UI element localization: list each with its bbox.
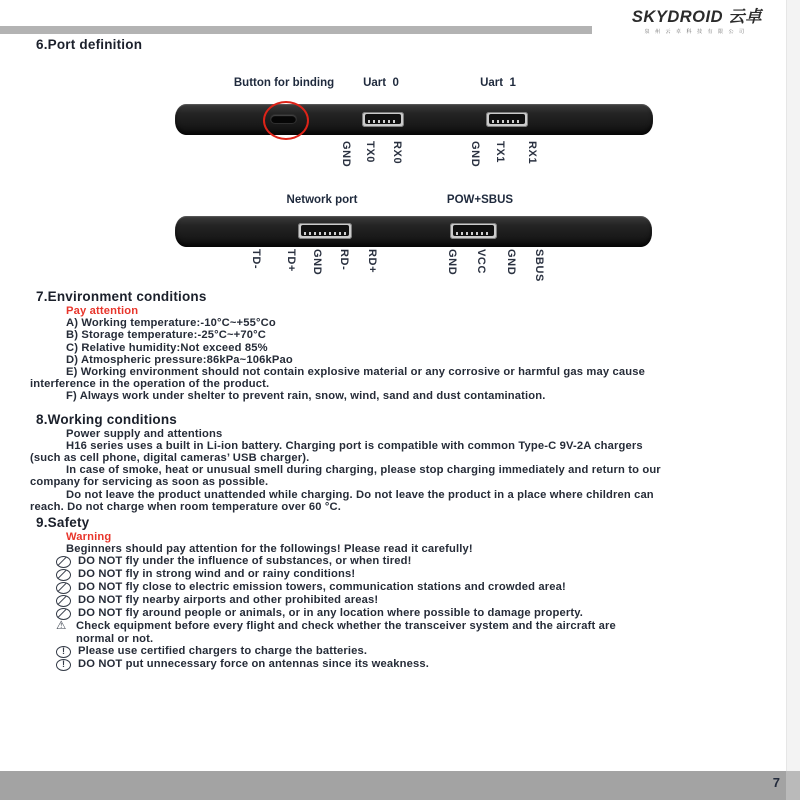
footer-edge bbox=[786, 771, 800, 800]
label-uart1: Uart 1 bbox=[480, 77, 516, 89]
pin-label: GND bbox=[505, 249, 517, 276]
section-title-port-definition: 6.Port definition bbox=[36, 37, 143, 52]
footer-bar bbox=[0, 771, 800, 800]
working-line: Do not leave the product unattended while charging. Do not leave the product in a place where children can bbox=[66, 488, 654, 501]
pin-label: TX1 bbox=[494, 141, 506, 163]
pin-label: GND bbox=[446, 249, 458, 276]
safety-item-text: DO NOT fly under the influence of substances, or when tired! bbox=[78, 555, 412, 568]
page-content bbox=[0, 36, 786, 671]
label-button-for-binding: Button for binding bbox=[233, 77, 335, 89]
safety-item-text: DO NOT put unnecessary force on antennas since its weakness. bbox=[78, 657, 429, 670]
safety-item bbox=[56, 594, 786, 607]
env-line: C) Relative humidity:Not exceed 85% bbox=[66, 341, 268, 354]
working-line: In case of smoke, heat or unusual smell during charging, please stop charging immediately and return to our bbox=[66, 464, 661, 477]
env-line: interference in the operation of the product. bbox=[30, 378, 270, 391]
env-line: F) Always work under shelter to prevent rain, snow, wind, sand and dust contamination. bbox=[66, 390, 546, 403]
page-edge-strip bbox=[786, 0, 800, 771]
pay-attention-label: Pay attention bbox=[66, 305, 139, 317]
warning-triangle-icon: ⚠ bbox=[56, 620, 67, 633]
pin-label: TD- bbox=[250, 249, 262, 270]
label-uart0: Uart 0 bbox=[363, 77, 399, 89]
prohibited-icon bbox=[56, 595, 71, 607]
pow-sbus-port bbox=[450, 223, 497, 239]
working-line: reach. Do not charge when room temperature over 60 °C. bbox=[30, 500, 341, 513]
safety-item-text: Check equipment before every flight and check whether the transceiver system and the aircraft are bbox=[76, 620, 616, 633]
safety-item bbox=[56, 581, 786, 594]
safety-item-text: DO NOT fly in strong wind and or rainy conditions! bbox=[78, 568, 356, 581]
device-edge-top bbox=[175, 104, 653, 135]
label-network-port: Network port bbox=[286, 194, 358, 206]
pin-label: GND bbox=[469, 141, 481, 168]
notice-circle-icon bbox=[56, 659, 71, 671]
section-environment bbox=[0, 289, 786, 403]
working-line: (such as cell phone, digital cameras’ USB charger). bbox=[30, 452, 310, 465]
pin-label: GND bbox=[340, 141, 352, 168]
page-number: 7 bbox=[772, 775, 780, 790]
safety-intro: Beginners should pay attention for the followings! Please read it carefully! bbox=[66, 543, 473, 556]
working-line: H16 series uses a built in Li-ion battery. Charging port is compatible with common Type-C 9V-2A chargers bbox=[66, 439, 643, 452]
uart0-port bbox=[362, 112, 404, 127]
pin-label: VCC bbox=[475, 249, 487, 275]
pin-label: RX0 bbox=[391, 141, 403, 165]
working-subtitle: Power supply and attentions bbox=[66, 427, 223, 440]
safety-item bbox=[56, 607, 786, 620]
safety-item bbox=[56, 555, 786, 568]
label-pow-sbus: POW+SBUS bbox=[446, 194, 514, 206]
pin-label: TX0 bbox=[364, 141, 376, 163]
pin-label: RX1 bbox=[526, 141, 538, 165]
env-line: B) Storage temperature:-25°C~+70°C bbox=[66, 329, 266, 342]
safety-item bbox=[56, 568, 786, 581]
section-working bbox=[0, 412, 786, 513]
warning-label: Warning bbox=[66, 531, 112, 544]
safety-item-text: DO NOT fly nearby airports and other prohibited areas! bbox=[78, 594, 379, 607]
env-line: A) Working temperature:-10°C~+55°Co bbox=[66, 317, 276, 330]
pin-label: RD- bbox=[338, 249, 350, 271]
env-line: E) Working environment should not contain explosive material or any corrosive or harmful gas may cause bbox=[66, 366, 645, 379]
uart1-port bbox=[486, 112, 528, 127]
network-port bbox=[298, 223, 352, 239]
working-line: company for servicing as soon as possible. bbox=[30, 476, 269, 489]
header-rule bbox=[0, 26, 592, 34]
pin-label: TD+ bbox=[285, 249, 297, 272]
pin-label: SBUS bbox=[533, 249, 545, 282]
section-title-safety: 9.Safety bbox=[36, 515, 90, 531]
prohibited-icon bbox=[56, 582, 71, 594]
safety-item-text: DO NOT fly close to electric emission towers, communication stations and crowded area! bbox=[78, 581, 566, 594]
brand-subtext: 泉州云卓科技有限公司 bbox=[644, 29, 750, 35]
device-edge-bottom bbox=[175, 216, 652, 247]
brand-text: SKYDROID 云卓 bbox=[631, 8, 763, 26]
safety-item bbox=[56, 620, 786, 644]
prohibited-icon bbox=[56, 608, 71, 620]
prohibited-icon bbox=[56, 569, 71, 581]
env-line: D) Atmospheric pressure:86kPa~106kPao bbox=[66, 353, 293, 366]
pin-label: RD+ bbox=[366, 249, 378, 274]
port-diagram bbox=[0, 53, 786, 289]
prohibited-icon bbox=[56, 556, 71, 568]
pin-label: GND bbox=[311, 249, 323, 276]
section-title-working: 8.Working conditions bbox=[36, 411, 178, 427]
notice-circle-icon bbox=[56, 646, 71, 658]
safety-item bbox=[56, 645, 786, 658]
safety-item-text: normal or not. bbox=[76, 632, 154, 645]
safety-item-text: Please use certified chargers to charge the batteries. bbox=[78, 644, 368, 657]
safety-item-text: DO NOT fly around people or animals, or in any location where possible to damage property. bbox=[78, 607, 584, 620]
binding-highlight-circle bbox=[263, 101, 309, 140]
safety-item bbox=[56, 658, 786, 671]
section-title-environment: 7.Environment conditions bbox=[36, 289, 207, 304]
section-safety bbox=[0, 515, 786, 671]
brand-logo bbox=[606, 3, 788, 35]
